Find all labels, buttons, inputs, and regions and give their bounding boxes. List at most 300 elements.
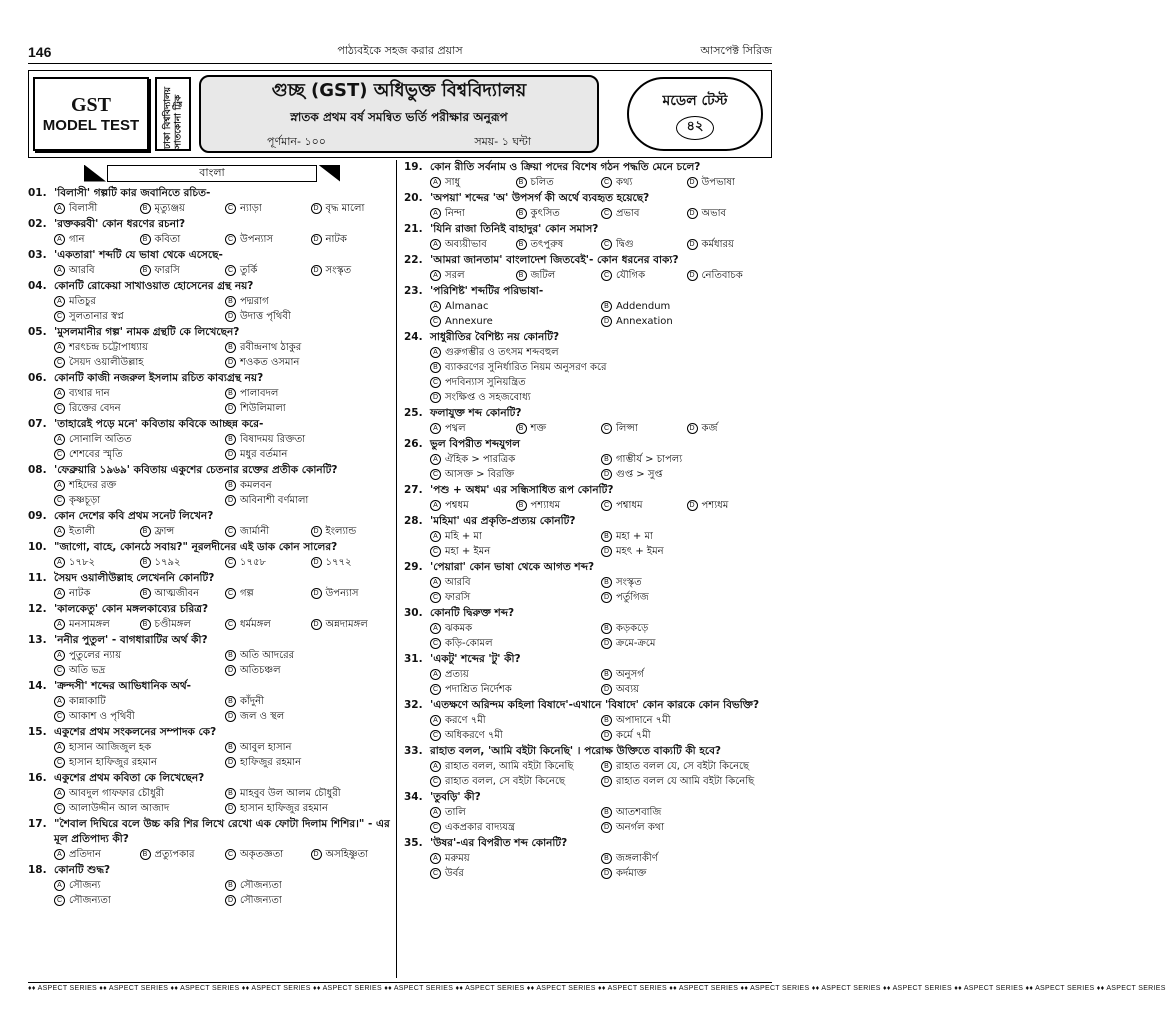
answer-option[interactable] <box>225 755 396 770</box>
answer-option[interactable] <box>516 175 602 190</box>
answer-option[interactable] <box>54 447 225 462</box>
option-text: ব্যাকরণের সুনির্ধারিত নিয়ম অনুসরণ করে <box>445 362 607 373</box>
question-text-row <box>28 633 396 648</box>
footer-text: ♦♦ ASPECT SERIES ♦♦ ASPECT SERIES ♦♦ ASPECT SERIES ♦♦ ASPECT SERIES ♦♦ ASPECT SERIES ♦♦ ASPECT SERIES ♦♦ ASPECT SERIES ♦♦ ASPECT SERIES ♦♦ ASPECT SERIES ♦♦ ASPECT SERIES ♦♦ ASPECT SERIES ♦♦ ASPECT SERIES ♦♦ ASPECT SERIES ♦♦ ASPECT SERIES ♦♦ ASPECT SERIES ♦♦ ASPECT SERIES <box>28 985 1166 992</box>
option-text: অকৃতজ্ঞতা <box>240 849 284 860</box>
answer-option[interactable] <box>225 694 396 709</box>
answer-option[interactable] <box>430 345 772 360</box>
question-number: 19. <box>404 161 423 173</box>
options-group <box>28 617 396 632</box>
option-text: নাটক <box>325 234 347 245</box>
option-text: ১৭৫৮ <box>240 557 266 568</box>
question-number: 18. <box>28 864 47 876</box>
answer-option[interactable] <box>601 299 772 314</box>
options-group <box>28 694 396 724</box>
question-number: 17. <box>28 818 47 830</box>
answer-option[interactable] <box>601 268 687 283</box>
question-item <box>404 222 772 252</box>
answer-option[interactable] <box>54 263 140 278</box>
option-letter-circle: B <box>225 880 236 891</box>
option-text: ন্যাড়া <box>240 203 262 214</box>
answer-option[interactable] <box>311 201 397 216</box>
option-text: আলাউদ্দীন আল আজাদ <box>69 803 170 814</box>
answer-option[interactable] <box>516 206 602 221</box>
answer-option[interactable] <box>601 590 772 605</box>
option-letter-circle: B <box>140 557 151 568</box>
question-text: রাহাত বলল, 'আমি বইটা কিনেছি' । পরোক্ষ উক্তিতে বাক্যটি কী হবে? <box>430 745 722 757</box>
answer-option[interactable] <box>54 709 225 724</box>
answer-option[interactable] <box>140 586 226 601</box>
option-letter-circle: A <box>54 880 65 891</box>
options-group <box>404 498 772 513</box>
answer-option[interactable] <box>54 847 140 862</box>
question-number: 10. <box>28 541 47 553</box>
question-text-row <box>28 463 396 478</box>
option-text: রবীন্দ্রনাথ ঠাকুর <box>240 342 302 353</box>
option-text: মতিচুর <box>69 296 96 307</box>
option-letter-circle: B <box>601 531 612 542</box>
answer-option[interactable] <box>225 493 396 508</box>
option-letter-circle: D <box>687 423 698 434</box>
question-item <box>28 509 396 539</box>
answer-option[interactable] <box>54 232 140 247</box>
option-letter-circle: A <box>54 849 65 860</box>
question-text: কোন দেশের কবি প্রথম সনেট লিখেন? <box>54 510 214 522</box>
answer-option[interactable] <box>225 801 396 816</box>
option-letter-circle: C <box>54 803 65 814</box>
option-letter-circle: A <box>54 388 65 399</box>
option-letter-circle: D <box>687 208 698 219</box>
option-text: অতি ভদ্র <box>69 665 106 676</box>
question-item <box>404 406 772 436</box>
option-text: কর্জ <box>701 423 718 434</box>
answer-option[interactable] <box>430 498 516 513</box>
answer-option[interactable] <box>225 340 396 355</box>
answer-option[interactable] <box>601 774 772 789</box>
question-item <box>404 698 772 743</box>
answer-option[interactable] <box>225 309 396 324</box>
answer-option[interactable] <box>430 590 601 605</box>
answer-option[interactable] <box>140 847 226 862</box>
question-item <box>28 679 396 724</box>
answer-option[interactable] <box>601 237 687 252</box>
option-letter-circle: A <box>430 531 441 542</box>
option-letter-circle: D <box>601 469 612 480</box>
answer-option[interactable] <box>601 636 772 651</box>
answer-option[interactable] <box>54 201 140 216</box>
answer-option[interactable] <box>601 175 687 190</box>
option-text: উদাত্ত পৃথিবী <box>240 311 291 322</box>
option-text: অন্নদামঙ্গল <box>325 619 368 630</box>
question-item <box>28 217 396 247</box>
option-letter-circle: B <box>601 715 612 726</box>
answer-option[interactable] <box>430 621 601 636</box>
answer-option[interactable] <box>54 663 225 678</box>
question-text-row <box>404 606 772 621</box>
option-text: অব্যয়ীভাব <box>445 239 487 250</box>
answer-option[interactable] <box>430 820 601 835</box>
option-text: প্রতিদান <box>69 849 101 860</box>
answer-option[interactable] <box>140 555 226 570</box>
option-letter-circle: C <box>430 868 441 879</box>
option-text: সৌজন্যতা <box>240 895 282 906</box>
answer-option[interactable] <box>687 268 773 283</box>
answer-option[interactable] <box>54 309 225 324</box>
option-letter-circle: B <box>140 849 151 860</box>
option-letter-circle: B <box>140 265 151 276</box>
answer-option[interactable] <box>601 820 772 835</box>
option-text: অব্যয় <box>616 684 640 695</box>
question-item <box>404 514 772 559</box>
answer-option[interactable] <box>430 805 601 820</box>
option-text: আকাশ ও পৃথিবী <box>69 711 135 722</box>
answer-option[interactable] <box>54 432 225 447</box>
options-group <box>28 386 396 416</box>
answer-option[interactable] <box>601 498 687 513</box>
answer-option[interactable] <box>601 314 772 329</box>
option-letter-circle: A <box>430 239 441 250</box>
answer-option[interactable] <box>54 740 225 755</box>
answer-option[interactable] <box>601 728 772 743</box>
answer-option[interactable] <box>54 617 140 632</box>
answer-option[interactable] <box>430 206 516 221</box>
option-text: সৌজন্য <box>69 880 101 891</box>
answer-option[interactable] <box>311 263 397 278</box>
options-group <box>28 586 396 601</box>
options-group <box>404 713 772 743</box>
option-letter-circle: C <box>430 469 441 480</box>
answer-option[interactable] <box>225 663 396 678</box>
option-text: গান <box>69 234 85 245</box>
answer-option[interactable] <box>225 893 396 908</box>
answer-option[interactable] <box>225 847 311 862</box>
answer-option[interactable] <box>225 294 396 309</box>
answer-option[interactable] <box>601 667 772 682</box>
answer-option[interactable] <box>430 421 516 436</box>
answer-option[interactable] <box>601 866 772 881</box>
question-item <box>404 330 772 405</box>
question-number: 15. <box>28 726 47 738</box>
answer-option[interactable] <box>54 893 225 908</box>
answer-option[interactable] <box>601 452 772 467</box>
option-letter-circle: D <box>601 592 612 603</box>
option-letter-circle: B <box>140 234 151 245</box>
option-text: পশ্যধম <box>701 500 729 511</box>
options-group <box>28 478 396 508</box>
option-text: কবিতা <box>154 234 181 245</box>
question-text: 'বিলাসী' গল্পটি কার জবানিতে রচিত- <box>54 187 211 199</box>
option-text: Annexation <box>616 316 673 327</box>
answer-option[interactable] <box>54 786 225 801</box>
option-letter-circle: D <box>225 357 236 368</box>
answer-option[interactable] <box>601 206 687 221</box>
answer-option[interactable] <box>54 386 225 401</box>
option-text: অনুসর্গ <box>616 669 644 680</box>
option-letter-circle: D <box>311 588 322 599</box>
option-letter-circle: D <box>601 776 612 787</box>
question-text-row <box>28 571 396 586</box>
answer-option[interactable] <box>601 621 772 636</box>
answer-option[interactable] <box>54 478 225 493</box>
answer-option[interactable] <box>430 682 601 697</box>
options-group <box>404 421 772 436</box>
question-text-row <box>404 698 772 713</box>
answer-option[interactable] <box>687 175 773 190</box>
question-text-row <box>404 222 772 237</box>
answer-option[interactable] <box>54 524 140 539</box>
question-text-row <box>404 652 772 667</box>
question-item <box>28 186 396 216</box>
option-letter-circle: C <box>601 423 612 434</box>
answer-option[interactable] <box>430 728 601 743</box>
answer-option[interactable] <box>54 294 225 309</box>
option-letter-circle: D <box>687 239 698 250</box>
answer-option[interactable] <box>601 805 772 820</box>
option-letter-circle: A <box>54 650 65 661</box>
option-letter-circle: A <box>430 347 441 358</box>
answer-option[interactable] <box>430 467 601 482</box>
question-item <box>404 606 772 651</box>
answer-option[interactable] <box>54 355 225 370</box>
answer-option[interactable] <box>601 759 772 774</box>
answer-option[interactable] <box>140 617 226 632</box>
answer-option[interactable] <box>430 314 601 329</box>
option-letter-circle: C <box>54 895 65 906</box>
option-letter-circle: D <box>601 730 612 741</box>
option-text: হাসান আজিজুল হক <box>69 742 152 753</box>
option-letter-circle: A <box>54 526 65 537</box>
option-letter-circle: B <box>140 526 151 537</box>
answer-option[interactable] <box>225 648 396 663</box>
option-letter-circle: A <box>430 807 441 818</box>
answer-option[interactable] <box>225 617 311 632</box>
option-text: অতি আদরের <box>240 650 295 661</box>
answer-option[interactable] <box>225 740 396 755</box>
answer-option[interactable] <box>687 498 773 513</box>
full-marks: পূর্ণমান- ১০০ <box>267 135 326 148</box>
question-item <box>28 817 396 862</box>
option-text: যৌগিক <box>616 270 646 281</box>
running-header <box>28 40 772 64</box>
answer-option[interactable] <box>601 682 772 697</box>
answer-option[interactable] <box>430 529 601 544</box>
answer-option[interactable] <box>311 555 397 570</box>
answer-option[interactable] <box>225 201 311 216</box>
answer-option[interactable] <box>430 360 772 375</box>
question-text: ফলাযুক্ত শব্দ কোনটি? <box>430 407 522 419</box>
option-text: হাসান হাফিজুর রহমান <box>240 803 328 814</box>
answer-option[interactable] <box>140 524 226 539</box>
question-number: 06. <box>28 372 47 384</box>
answer-option[interactable] <box>516 498 602 513</box>
answer-option[interactable] <box>311 232 397 247</box>
answer-option[interactable] <box>225 386 396 401</box>
option-text: উপন্যাস <box>240 234 273 245</box>
option-letter-circle: A <box>430 715 441 726</box>
option-text: মহা + ইমন <box>445 546 491 557</box>
answer-option[interactable] <box>430 713 601 728</box>
option-text: কৃষ্ণচূড়া <box>69 495 101 506</box>
exam-time: সময়- ১ ঘন্টা <box>474 135 531 148</box>
options-group <box>28 263 396 278</box>
option-letter-circle: A <box>54 788 65 799</box>
answer-option[interactable] <box>430 544 601 559</box>
answer-option[interactable] <box>225 786 396 801</box>
option-text: জঙ্গলাকীর্ণ <box>616 853 658 864</box>
answer-option[interactable] <box>430 774 601 789</box>
answer-option[interactable] <box>516 421 602 436</box>
question-text-row <box>28 417 396 432</box>
vertical-badge-text: ঢাকা বিশ্ববিদ্যালয় সাতকোনা ট্রিক <box>162 86 183 149</box>
answer-option[interactable] <box>54 878 225 893</box>
question-number: 02. <box>28 218 47 230</box>
answer-option[interactable] <box>430 575 601 590</box>
answer-option[interactable] <box>516 237 602 252</box>
answer-option[interactable] <box>225 524 311 539</box>
answer-option[interactable] <box>430 636 601 651</box>
option-text: রাহাত বলল, সে বইটা কিনেছে <box>445 776 566 787</box>
answer-option[interactable] <box>225 586 311 601</box>
question-text-row <box>28 279 396 294</box>
question-item <box>404 560 772 605</box>
answer-option[interactable] <box>225 878 396 893</box>
answer-option[interactable] <box>311 617 397 632</box>
answer-option[interactable] <box>430 268 516 283</box>
answer-option[interactable] <box>687 206 773 221</box>
options-group <box>404 268 772 283</box>
option-letter-circle: C <box>225 588 236 599</box>
question-item <box>404 483 772 513</box>
option-text: রাহাত বলল, আমি বইটা কিনেছি <box>445 761 574 772</box>
answer-option[interactable] <box>430 667 601 682</box>
answer-option[interactable] <box>225 232 311 247</box>
answer-option[interactable] <box>687 421 773 436</box>
option-text: অবিনাশী বর্ণমালা <box>240 495 309 506</box>
option-text: সুলতানার স্বপ্ন <box>69 311 124 322</box>
question-item <box>404 790 772 835</box>
answer-option[interactable] <box>311 524 397 539</box>
option-letter-circle: D <box>225 449 236 460</box>
option-text: উপন্যাস <box>325 588 359 599</box>
answer-option[interactable] <box>225 478 396 493</box>
answer-option[interactable] <box>140 232 226 247</box>
answer-option[interactable] <box>140 263 226 278</box>
question-text: 'একটু' শব্দের 'টু' কী? <box>430 653 521 665</box>
answer-option[interactable] <box>311 586 397 601</box>
answer-option[interactable] <box>430 851 601 866</box>
answer-option[interactable] <box>430 866 601 881</box>
question-number: 03. <box>28 249 47 261</box>
answer-option[interactable] <box>54 493 225 508</box>
option-text: সৈয়দ ওয়ালীউল্লাহ <box>69 357 144 368</box>
answer-option[interactable] <box>140 201 226 216</box>
question-text: 'তাহারেই পড়ে মনে' কবিতায় কবিকে আচ্ছন্ন করে- <box>54 418 264 430</box>
question-text: কোনটি রোকেয়া সাখাওয়াত হোসেনের গ্রন্থ নয়? <box>54 280 254 292</box>
option-text: নিন্দা <box>445 208 465 219</box>
option-letter-circle: D <box>601 638 612 649</box>
answer-option[interactable] <box>430 299 601 314</box>
answer-option[interactable] <box>225 432 396 447</box>
question-text-row <box>28 509 396 524</box>
answer-option[interactable] <box>430 759 601 774</box>
question-text: সাধুরীতির বৈশিষ্ট্য নয় কোনটি? <box>430 331 560 343</box>
option-text: কড়ি-কোমল <box>445 638 493 649</box>
option-letter-circle: C <box>601 208 612 219</box>
option-letter-circle: C <box>225 234 236 245</box>
answer-option[interactable] <box>601 467 772 482</box>
question-text-row <box>404 406 772 421</box>
option-letter-circle: A <box>54 203 65 214</box>
question-item <box>28 771 396 816</box>
answer-option[interactable] <box>225 447 396 462</box>
options-group <box>28 847 396 862</box>
exam-banner <box>28 70 772 158</box>
option-letter-circle: C <box>601 177 612 188</box>
answer-option[interactable] <box>225 263 311 278</box>
answer-option[interactable] <box>225 709 396 724</box>
answer-option[interactable] <box>54 555 140 570</box>
options-group <box>28 878 396 908</box>
header-tagline: পাঠ্যবইকে সহজ করার প্রয়াস <box>337 44 463 57</box>
answer-option[interactable] <box>430 390 772 405</box>
option-text: কর্দমাক্ত <box>616 868 647 879</box>
option-text: গল্প <box>240 588 254 599</box>
option-text: বৃদ্ধ মালো <box>325 203 365 214</box>
question-item <box>28 371 396 416</box>
option-letter-circle: A <box>430 270 441 281</box>
option-letter-circle: C <box>225 265 236 276</box>
model-test-box <box>627 77 763 151</box>
answer-option[interactable] <box>54 648 225 663</box>
answer-option[interactable] <box>225 401 396 416</box>
option-text: একপ্রকার বাদ্যযন্ত্র <box>445 822 515 833</box>
answer-option[interactable] <box>601 421 687 436</box>
option-letter-circle: A <box>430 423 441 434</box>
answer-option[interactable] <box>601 575 772 590</box>
answer-option[interactable] <box>54 586 140 601</box>
answer-option[interactable] <box>430 175 516 190</box>
option-letter-circle: A <box>430 853 441 864</box>
option-text: আবুল হাসান <box>240 742 292 753</box>
option-text: সংস্কৃত <box>325 265 352 276</box>
answer-option[interactable] <box>430 375 772 390</box>
answer-option[interactable] <box>516 268 602 283</box>
option-text: আবদুল গাফফার চৌধুরী <box>69 788 165 799</box>
answer-option[interactable] <box>54 801 225 816</box>
answer-option[interactable] <box>225 555 311 570</box>
answer-option[interactable] <box>601 529 772 544</box>
answer-option[interactable] <box>225 355 396 370</box>
option-text: মৃত্যুঞ্জয় <box>154 203 185 214</box>
option-letter-circle: C <box>54 711 65 722</box>
answer-option[interactable] <box>54 755 225 770</box>
answer-option[interactable] <box>430 237 516 252</box>
question-number: 08. <box>28 464 47 476</box>
answer-option[interactable] <box>601 851 772 866</box>
answer-option[interactable] <box>601 713 772 728</box>
answer-option[interactable] <box>54 340 225 355</box>
answer-option[interactable] <box>430 452 601 467</box>
answer-option[interactable] <box>54 401 225 416</box>
option-letter-circle: C <box>601 500 612 511</box>
answer-option[interactable] <box>311 847 397 862</box>
answer-option[interactable] <box>601 544 772 559</box>
answer-option[interactable] <box>687 237 773 252</box>
answer-option[interactable] <box>54 694 225 709</box>
section-label: বাংলা <box>107 165 317 182</box>
option-text: তৎপুরুষ <box>530 239 564 250</box>
question-text-row <box>28 325 396 340</box>
